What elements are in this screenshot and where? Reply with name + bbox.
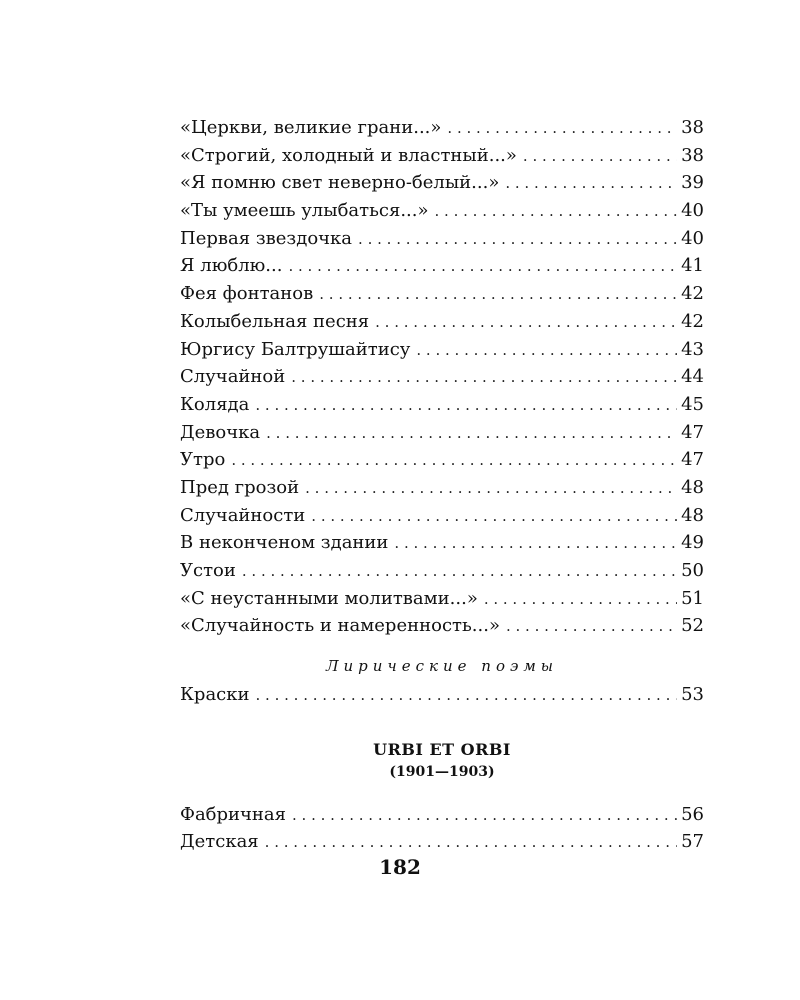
toc-entry-title: Юргису Балтрушайтису xyxy=(180,338,411,360)
dot-leader xyxy=(484,586,677,614)
toc-entry-page: 56 xyxy=(681,803,704,825)
toc-entry-title: Случайной xyxy=(180,366,286,388)
dot-leader xyxy=(394,530,677,558)
toc-entry-title: Утро xyxy=(180,449,226,471)
toc-entry xyxy=(180,502,704,530)
toc-entry-page: 57 xyxy=(681,831,704,853)
toc-entry-title: «Случайность и намеренность...» xyxy=(180,615,500,637)
toc-entry-page: 42 xyxy=(681,283,704,305)
toc-list-part2 xyxy=(180,681,704,709)
dot-leader xyxy=(447,115,677,143)
dot-leader xyxy=(266,420,677,448)
toc-entry-page: 52 xyxy=(681,615,704,637)
dot-leader xyxy=(292,802,677,830)
toc-entry-page: 38 xyxy=(681,144,704,166)
toc-entry-page: 40 xyxy=(681,227,704,249)
section-title: URBI ET ORBI xyxy=(373,739,511,759)
dot-leader xyxy=(506,613,677,641)
toc-entry-title: Детская xyxy=(180,831,259,853)
toc-entry-title: Пред грозой xyxy=(180,476,300,498)
toc-entry-title: Устои xyxy=(180,560,236,581)
toc-entry-page: 53 xyxy=(681,684,704,706)
dot-leader xyxy=(505,170,677,198)
dot-leader xyxy=(291,364,677,392)
toc-entry xyxy=(180,801,704,829)
dot-leader xyxy=(265,829,677,857)
dot-leader xyxy=(311,503,677,531)
toc-entry xyxy=(180,308,704,336)
toc-entry-page: 42 xyxy=(681,310,704,332)
toc-entry-title: Фабричная xyxy=(180,803,287,825)
dot-leader xyxy=(305,475,677,503)
dot-leader xyxy=(358,226,677,254)
toc-entry-title: Краски xyxy=(180,684,250,706)
toc-entry xyxy=(180,225,704,253)
toc-entry-page: 39 xyxy=(681,172,704,194)
toc-entry-page: 50 xyxy=(681,560,704,581)
toc-entry-page: 40 xyxy=(681,200,704,222)
toc-entry xyxy=(180,557,704,585)
dot-leader xyxy=(256,682,678,710)
toc-entry xyxy=(180,114,704,142)
toc-entry-page: 49 xyxy=(681,532,704,554)
toc-entry-page: 45 xyxy=(681,393,704,415)
toc-list-part3 xyxy=(180,801,704,856)
toc-entry-title: «Церкви, великие грани...» xyxy=(180,117,442,138)
toc-entry xyxy=(180,419,704,447)
subsection-heading: Лирические поэмы xyxy=(325,657,559,676)
page-number: 182 xyxy=(379,855,421,879)
toc-entry xyxy=(180,446,704,474)
toc-entry-title: «С неустанными молитвами...» xyxy=(180,587,478,609)
dot-leader xyxy=(416,337,677,365)
toc-entry-title: Коляда xyxy=(180,393,250,415)
dot-leader xyxy=(375,309,677,337)
section-heading xyxy=(180,739,704,783)
toc-entry-title: Девочка xyxy=(180,421,261,443)
toc-entry-page: 43 xyxy=(681,338,704,360)
toc-entry xyxy=(180,681,704,709)
toc-entry xyxy=(180,585,704,613)
toc-entry xyxy=(180,169,704,197)
toc-entry-title: Я люблю... xyxy=(180,255,283,277)
toc-entry xyxy=(180,529,704,557)
dot-leader xyxy=(523,143,677,171)
toc-entry xyxy=(180,252,704,280)
toc-entry-page: 41 xyxy=(681,255,704,277)
toc-entry-title: Случайности xyxy=(180,504,306,526)
toc-entry-page: 48 xyxy=(681,476,704,498)
toc-entry-title: «Строгий, холодный и властный...» xyxy=(180,144,517,166)
toc-entry-title: В неконченом здании xyxy=(180,532,389,554)
toc-list-part1 xyxy=(180,114,704,640)
toc-entry xyxy=(180,363,704,391)
toc-entry-page: 47 xyxy=(681,421,704,443)
toc-entry-title: Первая звездочка xyxy=(180,227,353,249)
toc-entry xyxy=(180,336,704,364)
toc-entry xyxy=(180,142,704,170)
toc-entry-page: 47 xyxy=(681,449,704,471)
toc-entry-title: Колыбельная песня xyxy=(180,310,370,332)
dot-leader xyxy=(319,281,677,309)
toc-entry xyxy=(180,197,704,225)
section-years: (1901—1903) xyxy=(389,763,495,780)
toc-entry-title: «Ты умеешь улыбаться...» xyxy=(180,200,429,222)
toc-entry xyxy=(180,280,704,308)
toc-entry-page: 51 xyxy=(681,587,704,609)
toc-entry-page: 44 xyxy=(681,366,704,388)
dot-leader xyxy=(231,447,677,475)
toc-entry xyxy=(180,474,704,502)
dot-leader xyxy=(255,392,677,420)
dot-leader xyxy=(288,253,677,281)
toc-entry xyxy=(180,391,704,419)
dot-leader xyxy=(242,558,677,586)
dot-leader xyxy=(435,198,678,226)
toc-entry-page: 48 xyxy=(681,504,704,526)
toc-entry xyxy=(180,612,704,640)
table-of-contents xyxy=(180,114,704,856)
toc-entry-title: Фея фонтанов xyxy=(180,283,314,305)
toc-entry xyxy=(180,828,704,856)
toc-entry-title: «Я помню свет неверно-белый...» xyxy=(180,172,500,194)
toc-entry-page: 38 xyxy=(681,117,704,138)
